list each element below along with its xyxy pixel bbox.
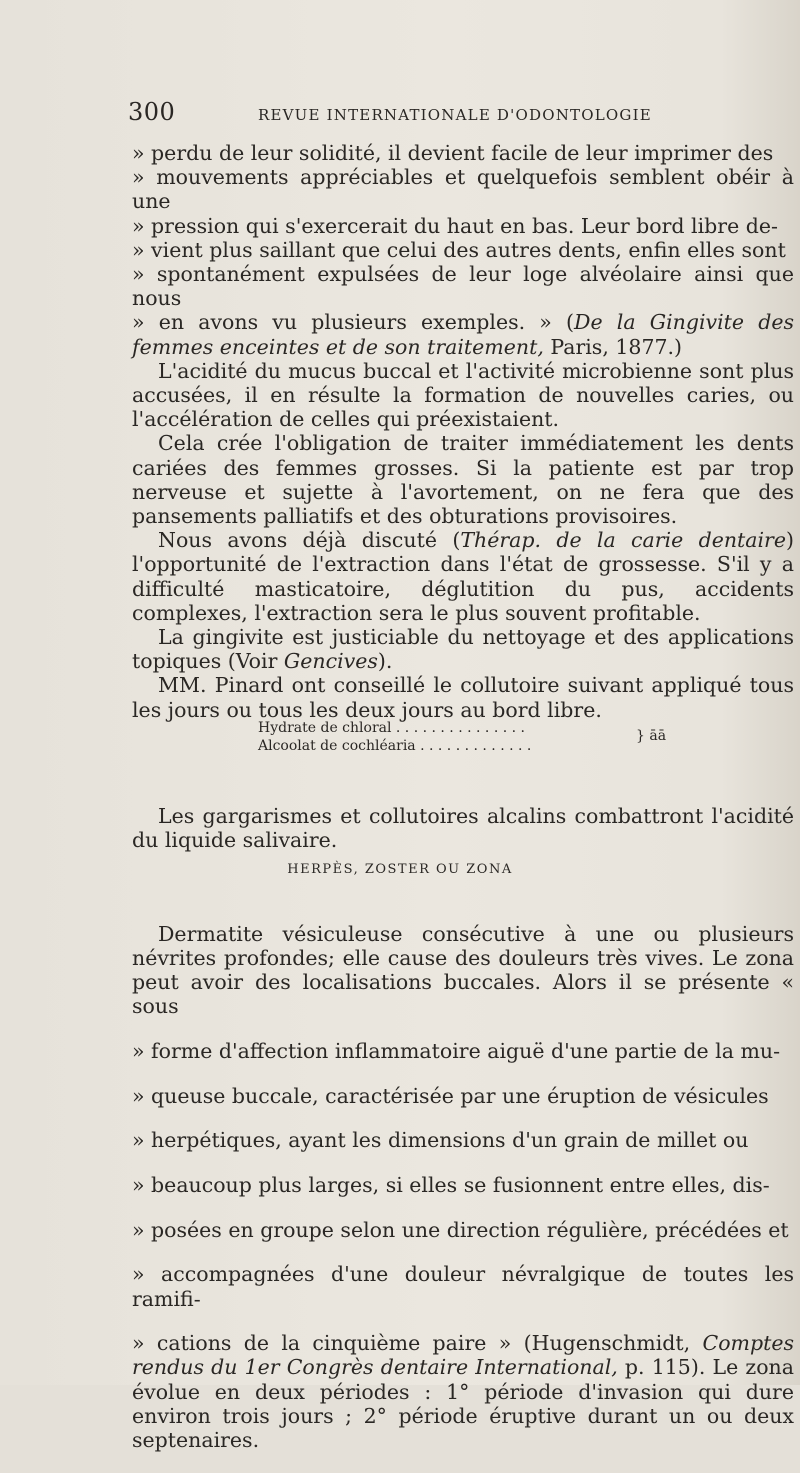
quote-citation bbox=[132, 310, 794, 358]
quote-line: » pression qui s'exercerait du haut en bas. Leur bord libre de- bbox=[132, 213, 778, 238]
paragraph-pinard: MM. Pinard ont conseillé le collutoire suivant appliqué tous les jours ou tous les deux jours au bord libre. bbox=[132, 673, 794, 722]
paragraph-traitement: Cela crée l'obligation de traiter immédiatement les dents cariées des femmes grosses. Si la patiente est par trop nerveuse et sujette à l'avortement, on ne fera que des pansements palliatifs et des obturations provisoires. bbox=[132, 431, 794, 529]
quote-line: » mouvements appréciables et quelquefois semblent obéir à une bbox=[132, 165, 794, 214]
citation-title: De la Gingivite des femmes enceintes et de son traitement, bbox=[132, 310, 794, 359]
quote-line: » accompagnées d'une douleur névralgique de toutes les ramifi- bbox=[132, 1262, 794, 1311]
paragraph-acidite: L'acidité du mucus buccal et l'activité microbienne sont plus accusées, il en résulte la formation de nouvelles caries, ou l'accélération de celles qui préexistaient. bbox=[132, 358, 794, 432]
quote-line: » beaucoup plus larges, si elles se fusionnent entre elles, dis- bbox=[132, 1172, 770, 1197]
quote-line: » herpétiques, ayant les dimensions d'un grain de millet ou bbox=[132, 1128, 749, 1153]
text-span: » cations de la cinquième paire » (Hugenschmidt, bbox=[132, 1331, 703, 1356]
formula-row: Hydrate de chloral . . . . . . . . . . . . . . . bbox=[258, 720, 525, 736]
text-span: ) l'opportunité de l'extraction dans l'état de grossesse. S'il y a difficulté masticatoire, déglutition du pus, accidents complexes, l'extraction sera le plus souvent profitable. bbox=[132, 528, 794, 625]
formula-row: Alcoolat de cochléaria . . . . . . . . . . . . . bbox=[258, 738, 532, 754]
reference-title: Thérap. de la carie dentaire bbox=[460, 528, 786, 553]
quote-line: » queuse buccale, caractérisée par une éruption de vésicules bbox=[132, 1083, 769, 1108]
reference-title: Gencives bbox=[283, 649, 378, 674]
paragraph-gingivite bbox=[132, 625, 794, 673]
citation-place: Paris, 1877.) bbox=[543, 334, 683, 359]
paragraph-extraction bbox=[132, 528, 794, 625]
text-span: Nous avons déjà discuté ( bbox=[158, 528, 461, 553]
quote-line: » forme d'affection inflammatoire aiguë d'une partie de la mu- bbox=[132, 1038, 781, 1063]
formula bbox=[258, 719, 678, 755]
paragraph-text: Les gargarismes et collutoires alcalins combattront l'acidité du liquide salivaire. bbox=[132, 803, 794, 852]
page-number: 300 bbox=[128, 98, 176, 126]
section-text bbox=[132, 901, 794, 1473]
text-span: La gingivite est justiciable du nettoyage et des applications topiques (Voir bbox=[132, 625, 794, 674]
text-span: p. 115). Le zona évolue en deux périodes : 1° période d'invasion qui dure environ trois jours ; 2° période éruptive durant un ou deux septenaires. bbox=[132, 1355, 794, 1453]
main-text bbox=[132, 141, 794, 722]
quote-citation bbox=[132, 1331, 794, 1452]
quote-tail: » en avons vu plusieurs exemples. » ( bbox=[132, 310, 575, 335]
running-title: REVUE INTERNATIONALE D'ODONTOLOGIE bbox=[258, 106, 652, 124]
quote-line: » vient plus saillant que celui des autres dents, enfin elles sont bbox=[132, 237, 786, 262]
quote-line: » spontanément expulsées de leur loge alvéolaire ainsi que nous bbox=[132, 262, 794, 311]
quote-line: » posées en groupe selon une direction régulière, précédées et bbox=[132, 1217, 789, 1242]
page-header bbox=[128, 98, 788, 126]
formula-quantity: } āā bbox=[636, 728, 667, 744]
section-heading: HERPÈS, ZOSTER OU ZONA bbox=[287, 862, 513, 877]
quantity-label: āā bbox=[649, 728, 667, 744]
citation-title: Comptes rendus du 1er Congrès dentaire International, bbox=[132, 1331, 794, 1380]
paragraph-gargarismes bbox=[132, 783, 794, 872]
text-span: ). bbox=[377, 649, 393, 674]
paragraph-zona-intro: Dermatite vésiculeuse consécutive à une ou plusieurs névrites profondes; elle cause des douleurs très vives. Le zona peut avoir des localisations buccales. Alors il se présente « sous bbox=[132, 921, 794, 1019]
quote-line: » perdu de leur solidité, il devient facile de leur imprimer des bbox=[132, 141, 774, 165]
